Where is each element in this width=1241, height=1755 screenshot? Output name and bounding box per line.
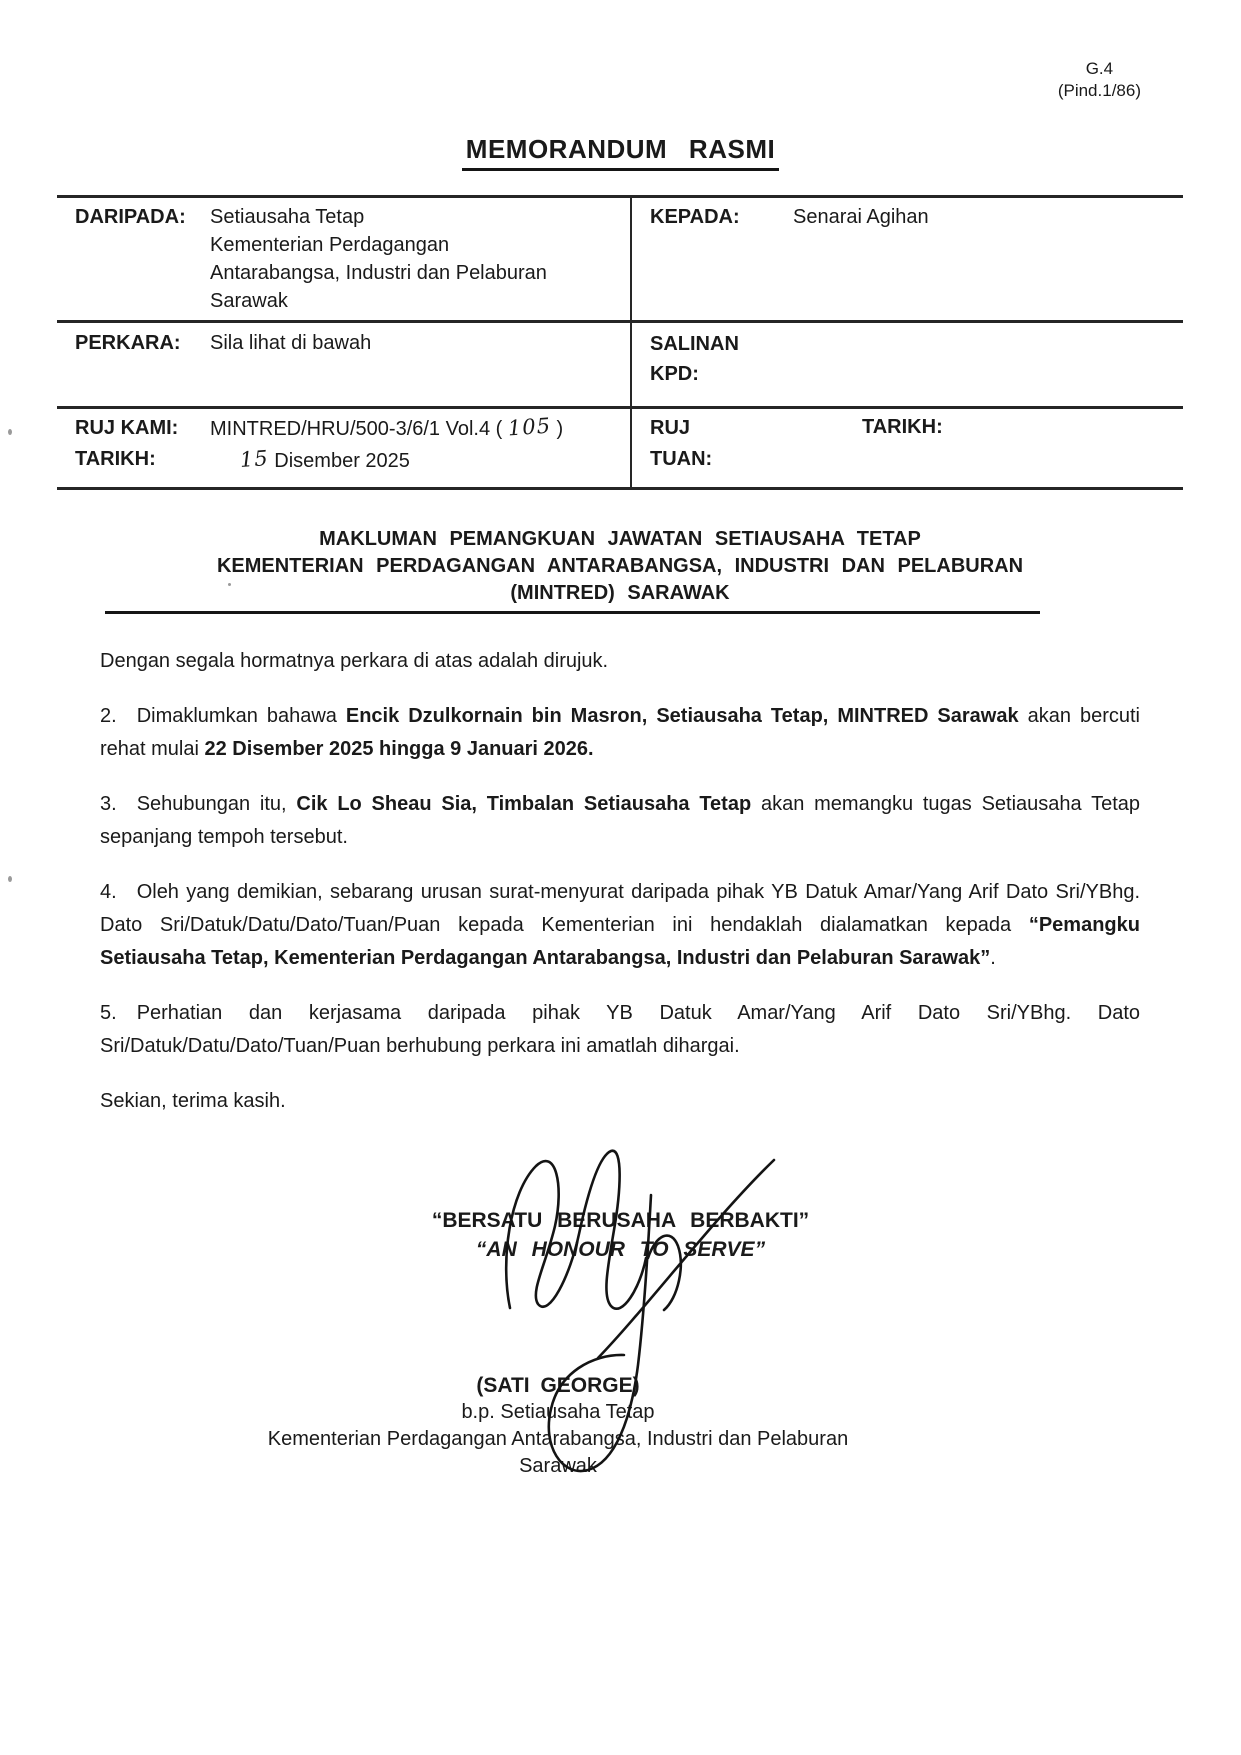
form-code: G.4 (1085, 59, 1114, 78)
paragraph-3: 3. Sehubungan itu, Cik Lo Sheau Sia, Timbalan Setiausaha Tetap akan memangku tugas Setiausaha Tetap sepanjang tempoh tersebut. (100, 793, 1141, 848)
scan-artifact (228, 583, 231, 586)
table-column-divider (630, 195, 632, 490)
ruj-kami-tarikh-labels: RUJ KAMI: TARIKH: (75, 417, 179, 470)
paragraph-1: Dengan segala hormatnya perkara di atas adalah dirujuk. (100, 650, 609, 672)
subject-underline (105, 611, 1040, 614)
tarikh-right-label: TARIKH: (862, 416, 943, 438)
scan-artifact (8, 876, 12, 882)
memo-title: MEMORANDUM RASMI (0, 134, 1241, 171)
handwritten-day: 15 (239, 446, 270, 472)
closing-line: Sekian, terima kasih. (100, 1090, 286, 1112)
table-border-top (57, 195, 1183, 198)
signatory-org-line2: Sarawak (519, 1455, 597, 1477)
table-border-bottom (57, 487, 1183, 490)
kepada-label: KEPADA: (650, 206, 740, 228)
scan-artifact (8, 429, 12, 435)
tarikh-value: 15 Disember 2025 (240, 445, 563, 477)
salinan-kpd-label: SALINAN KPD: (650, 333, 739, 385)
ruj-tuan-label: RUJ TUAN: (650, 417, 713, 470)
ruj-kami-value: MINTRED/HRU/500-3/6/1 Vol.4 ( 105 ) (210, 413, 563, 445)
motto-english: “AN HONOUR TO SERVE” (475, 1238, 766, 1261)
subject-heading: MAKLUMAN PEMANGKUAN JAWATAN SETIAUSAHA TETAP KEMENTERIAN PERDAGANGAN ANTARABANGSA, INDUSTRI DAN PELABURAN (MINTRED) SARAWAK (216, 528, 1024, 604)
perkara-label: PERKARA: (75, 332, 181, 354)
daripada-label: DARIPADA: (75, 206, 186, 228)
motto-malay: “BERSATU BERUSAHA BERBAKTI” (431, 1209, 810, 1232)
kepada-value: Senarai Agihan (793, 206, 929, 228)
daripada-value: Setiausaha Tetap Kementerian Perdagangan Antarabangsa, Industri dan Pelaburan Sarawak (210, 206, 547, 312)
paragraph-2: 2. Dimaklumkan bahawa Encik Dzulkornain bin Masron, Setiausaha Tetap, MINTRED Sarawak akan bercuti rehat mulai 22 Disember 2025 hingga 9 Januari 2026. (100, 705, 1140, 760)
form-revision: (Pind.1/86) (1057, 81, 1141, 100)
paragraph-5: 5. Perhatian dan kerjasama daripada pihak YB Datuk Amar/Yang Arif Dato Sri/YBhg. Dato Sri/Datuk/Datu/Dato/Tuan/Puan berhubung perkara ini amatlah dihargai. (100, 1002, 1140, 1057)
table-row-divider-1 (57, 320, 1183, 323)
ruj-kami-tarikh-values (210, 413, 563, 477)
perkara-value: Sila lihat di bawah (210, 332, 372, 354)
memo-body (100, 645, 1140, 1140)
handwritten-ref-number: 105 (507, 413, 552, 441)
signatory-name: (SATI GEORGE) (476, 1374, 640, 1397)
signatory-pp: b.p. Setiausaha Tetap (461, 1401, 655, 1423)
paragraph-4: 4. Oleh yang demikian, sebarang urusan surat-menyurat daripada pihak YB Datuk Amar/Yang Arif Dato Sri/YBhg. Dato Sri/Datuk/Datu/Dato/Tuan/Puan kepada Kementerian ini hendaklah dialamatkan kepada “Pemangku Setiausaha Tetap, Kementerian Perdagangan Antarabangsa, Industri dan Pelaburan Sarawak”. (100, 881, 1140, 969)
signatory-org-line1: Kementerian Perdagangan Antarabangsa, Industri dan Pelaburan (267, 1428, 849, 1450)
signature-scribble (452, 1140, 792, 1495)
table-row-divider-2 (57, 406, 1183, 409)
form-code-block (1058, 58, 1141, 102)
